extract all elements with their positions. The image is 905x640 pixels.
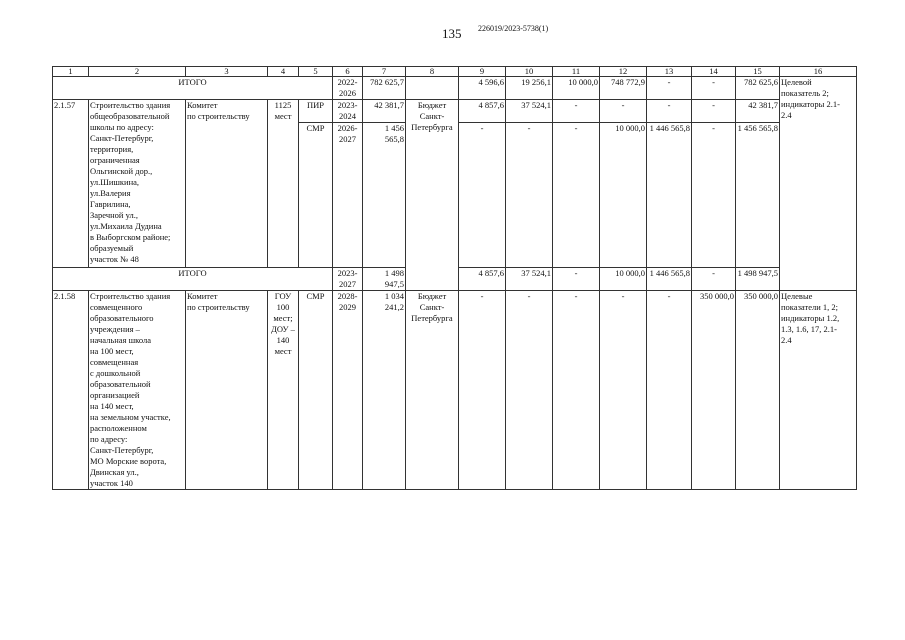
- value-cell: 1 446 565,8: [647, 268, 692, 291]
- value-cell: 10 000,0: [600, 268, 647, 291]
- column-number: 14: [692, 67, 736, 77]
- value-cell: 1 498 947,5: [736, 268, 780, 291]
- document-reference: 226019/2023-5738(1): [478, 24, 549, 33]
- column-number: 10: [506, 67, 553, 77]
- cost-cell: 1 034 241,2: [363, 291, 406, 490]
- value-cell: 37 524,1: [506, 100, 553, 123]
- value-cell: 1 446 565,8: [647, 123, 692, 268]
- value-cell: 1 456 565,8: [736, 123, 780, 268]
- column-number: 2: [89, 67, 186, 77]
- cost-cell: 42 381,7: [363, 100, 406, 123]
- column-number: 7: [363, 67, 406, 77]
- value-cell: 4 857,6: [459, 100, 506, 123]
- total-label: ИТОГО: [53, 77, 333, 100]
- value-cell: -: [692, 268, 736, 291]
- value-cell: 4 857,6: [459, 268, 506, 291]
- capacity-cell: 1125 мест: [268, 100, 299, 268]
- empty-cell: [406, 77, 459, 100]
- column-number: 11: [553, 67, 600, 77]
- value-cell: 10 000,0: [553, 77, 600, 100]
- value-cell: -: [506, 123, 553, 268]
- value-cell: 350 000,0: [692, 291, 736, 490]
- value-cell: -: [506, 291, 553, 490]
- total-row: [53, 77, 857, 100]
- value-cell: 10 000,0: [600, 123, 647, 268]
- customer-cell: Комитет по строительству: [186, 291, 268, 490]
- table-row: [53, 291, 857, 490]
- value-cell: -: [692, 77, 736, 100]
- column-number: 4: [268, 67, 299, 77]
- column-number: 16: [780, 67, 857, 77]
- value-cell: -: [459, 291, 506, 490]
- value-cell: 19 256,1: [506, 77, 553, 100]
- value-cell: -: [692, 123, 736, 268]
- value-cell: -: [553, 123, 600, 268]
- stage-cell: СМР: [299, 123, 333, 268]
- column-number: 12: [600, 67, 647, 77]
- page-number: 135: [442, 26, 462, 41]
- table-row: [53, 100, 857, 123]
- value-cell: -: [647, 100, 692, 123]
- period-cell: 2023- 2024: [333, 100, 363, 123]
- period-cell: 2028- 2029: [333, 291, 363, 490]
- indicators-cell: Целевой показатель 2; индикаторы 2.1- 2.4: [780, 77, 857, 291]
- column-number: 1: [53, 67, 89, 77]
- value-cell: 748 772,9: [600, 77, 647, 100]
- column-number: 5: [299, 67, 333, 77]
- object-name-cell: Строительство здания совмещенного образовательного учреждения – начальная школа на 100 мест, совмещенная с дошкольной образовательной организацией на 140 мест, на земельном участке, расположенном по адресу: Санкт-Петербург, МО Морские ворота, Двинская ул., участок 140: [89, 291, 186, 490]
- column-number: 6: [333, 67, 363, 77]
- period-cell: 2022- 2026: [333, 77, 363, 100]
- stage-cell: ПИР: [299, 100, 333, 123]
- period-cell: 2026- 2027: [333, 123, 363, 268]
- value-cell: -: [553, 100, 600, 123]
- cost-cell: 1 456 565,8: [363, 123, 406, 268]
- value-cell: 37 524,1: [506, 268, 553, 291]
- item-number: 2.1.57: [53, 100, 89, 268]
- value-cell: -: [553, 268, 600, 291]
- capacity-cell: ГОУ 100 мест; ДОУ – 140 мест: [268, 291, 299, 490]
- value-cell: -: [600, 291, 647, 490]
- total-cost-cell: 1 498 947,5: [363, 268, 406, 291]
- value-cell: 4 596,6: [459, 77, 506, 100]
- funding-source-cell: Бюджет Санкт- Петербурга: [406, 291, 459, 490]
- column-number: 3: [186, 67, 268, 77]
- item-number: 2.1.58: [53, 291, 89, 490]
- column-number: 13: [647, 67, 692, 77]
- funding-source-cell: Бюджет Санкт- Петербурга: [406, 100, 459, 291]
- object-name-cell: Строительство здания общеобразовательной школы по адресу: Санкт-Петербург, территория, ограниченная Ольгинской дор., ул.Шишкина, ул.Валерия Гаврилина, Заречной ул., ул.Михаила Дудина в Выборгском районе; образуемый участок № 48: [89, 100, 186, 268]
- column-number-row: [53, 67, 857, 77]
- value-cell: -: [553, 291, 600, 490]
- stage-cell: СМР: [299, 291, 333, 490]
- value-cell: -: [647, 77, 692, 100]
- column-number: 8: [406, 67, 459, 77]
- value-cell: -: [647, 291, 692, 490]
- customer-cell: Комитет по строительству: [186, 100, 268, 268]
- value-cell: -: [459, 123, 506, 268]
- column-number: 9: [459, 67, 506, 77]
- period-cell: 2023- 2027: [333, 268, 363, 291]
- value-cell: 782 625,6: [736, 77, 780, 100]
- column-number: 15: [736, 67, 780, 77]
- indicators-cell: Целевые показатели 1, 2; индикаторы 1.2, 1.3, 1.6, 17, 2.1- 2.4: [780, 291, 857, 490]
- total-label: ИТОГО: [53, 268, 333, 291]
- program-table: [52, 66, 857, 490]
- value-cell: -: [692, 100, 736, 123]
- value-cell: -: [600, 100, 647, 123]
- value-cell: 42 381,7: [736, 100, 780, 123]
- value-cell: 350 000,0: [736, 291, 780, 490]
- total-cost-cell: 782 625,7: [363, 77, 406, 100]
